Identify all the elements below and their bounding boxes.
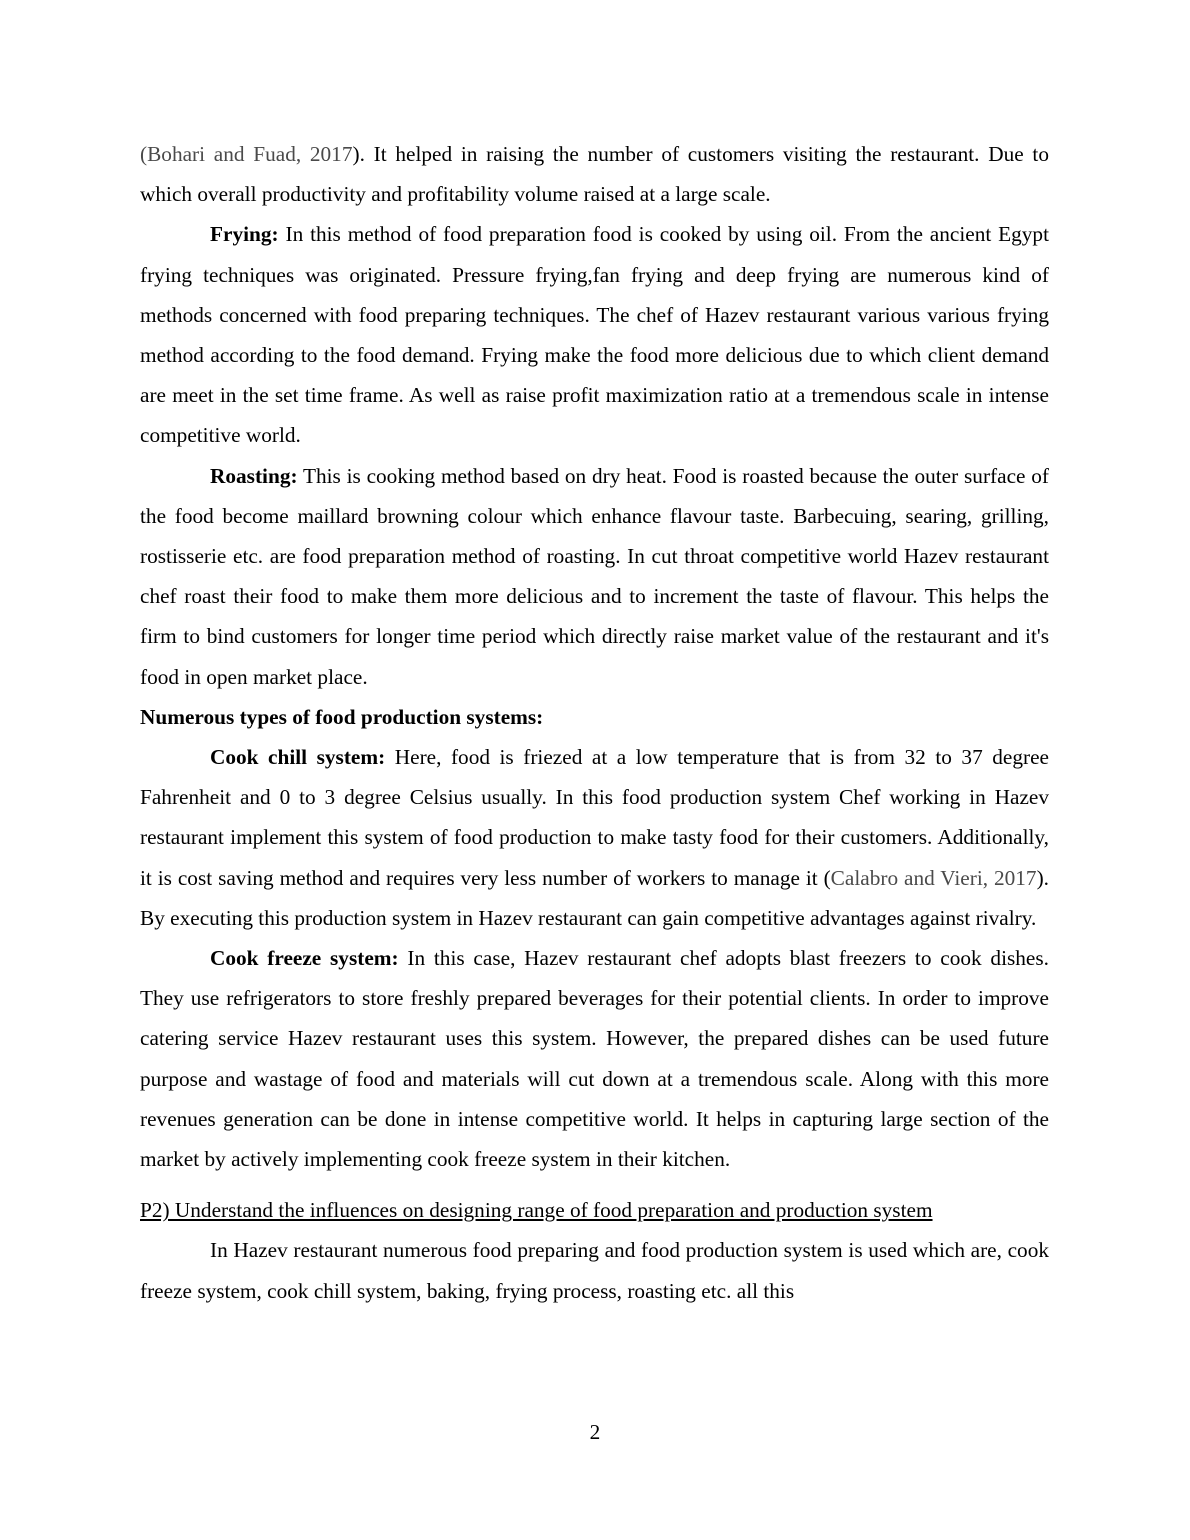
- p2-paragraph: In Hazev restaurant numerous food preparing and food production system is used which are, cook freeze system, cook chill system, baking, frying process, roasting etc. all this: [140, 1238, 1049, 1303]
- paragraph-text: ). It helped in raising the number of customers visiting the restaurant. Due to which overall productivity and profitability volume raised at a large scale.: [140, 142, 1049, 207]
- frying-label: Frying:: [210, 222, 279, 247]
- paragraph-text: In this method of food preparation food is cooked by using oil. From the ancient Egypt frying techniques was originated. Pressure frying,fan frying and deep frying are numerous kind of methods concerned with food preparing techniques. The chef of Hazev restaurant various various frying method according to the food demand. Frying make the food more delicious due to which client demand are meet in the set time frame. As well as raise profit maximization ratio at a tremendous scale in intense competitive world.: [140, 222, 1049, 448]
- section-heading: Numerous types of food production systems:: [140, 704, 544, 729]
- paragraph-text: Here, food is friezed at a low temperature that is from 32 to 37 degree Fahrenheit and 0 to 3 degree Celsius usually. In this food production system Chef working in Hazev restaurant implement this system of food production to make tasty food for their customers. Additionally, it is cost saving method and requires very less number of workers to manage it (: [140, 745, 1049, 890]
- document-body: [140, 134, 1049, 1311]
- citation: (Bohari and Fuad, 2017: [140, 142, 353, 166]
- cook-chill-paragraph: [140, 737, 1049, 938]
- frying-paragraph: [140, 214, 1049, 455]
- cook-freeze-label: Cook freeze system:: [210, 946, 399, 971]
- page-number: 2: [589, 1420, 601, 1444]
- paragraph-text: This is cooking method based on dry heat. Food is roasted because the outer surface of the food become maillard browning colour which enhance flavour taste. Barbecuing, searing, grilling, rostisserie etc. are food preparation method of roasting. In cut throat competitive world Hazev restaurant chef roast their food to make them more delicious and to increment the taste of flavour. This helps the firm to bind customers for longer time period which directly raise market value of the restaurant and it's food in open market place.: [140, 463, 1049, 689]
- roasting-label: Roasting:: [210, 463, 298, 488]
- paragraph-text: In this case, Hazev restaurant chef adopts blast freezers to cook dishes. They use refrigerators to store freshly prepared beverages for their potential clients. In order to improve catering service Hazev restaurant uses this system. However, the prepared dishes can be used future purpose and wastage of food and materials will cut down at a tremendous scale. Along with this more revenues generation can be done in intense competitive world. It helps in capturing large section of the market by actively implementing cook freeze system in their kitchen.: [140, 946, 1049, 1172]
- intro-paragraph: [140, 134, 1049, 214]
- cook-chill-label: Cook chill system:: [210, 745, 386, 770]
- p2-heading: P2) Understand the influences on designing range of food preparation and production system: [140, 1198, 933, 1223]
- cook-freeze-paragraph: [140, 938, 1049, 1179]
- roasting-paragraph: [140, 456, 1049, 697]
- citation: Calabro and Vieri, 2017: [830, 865, 1037, 890]
- paragraph-text: ). By executing this production system in Hazev restaurant can gain competitive advantages against rivalry.: [140, 865, 1049, 930]
